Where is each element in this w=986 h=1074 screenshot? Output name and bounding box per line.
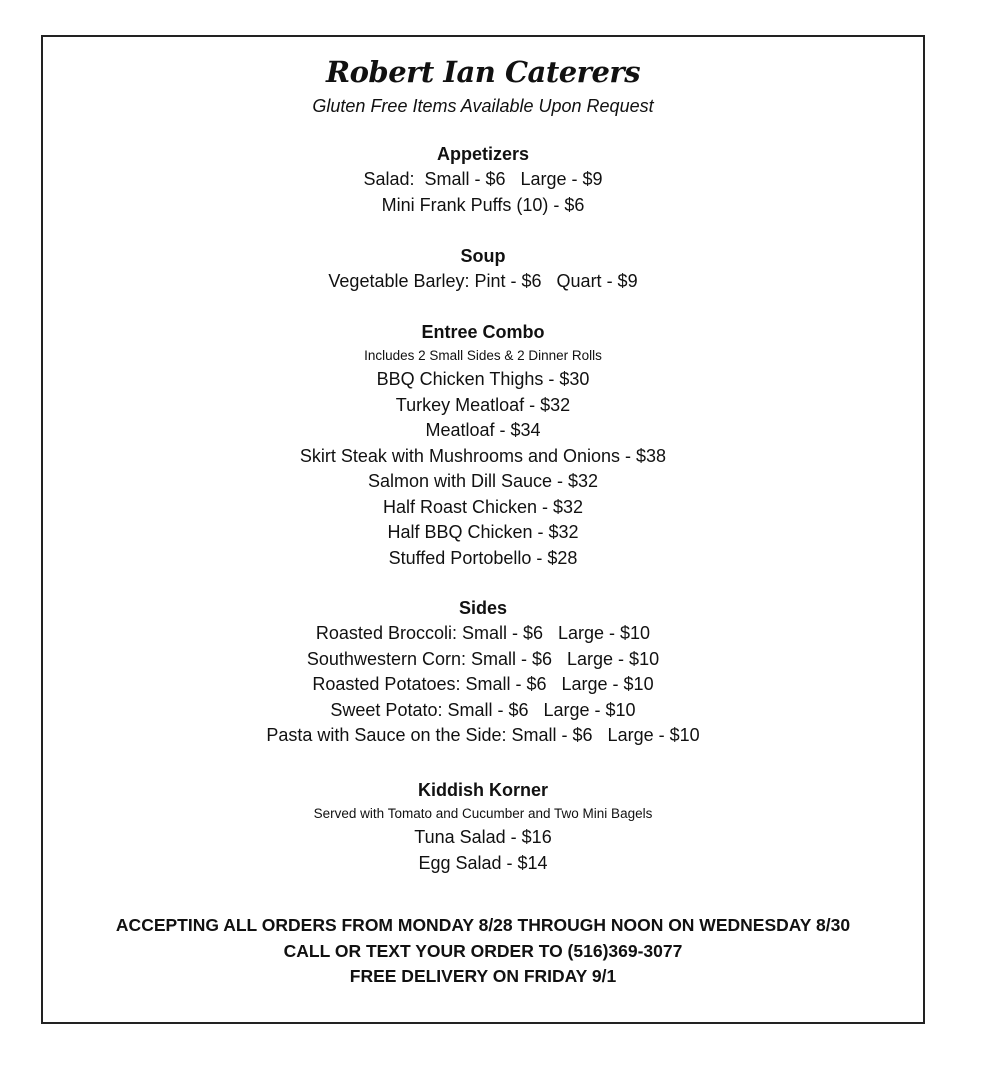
order-info [43,913,923,990]
menu-item: Skirt Steak with Mushrooms and Onions - $38 [299,445,667,466]
menu-item: Meatloaf - $34 [425,420,541,440]
menu-item: Salad: Small - $6 Large - $9 [363,169,603,189]
menu-item: BBQ Chicken Thighs - $30 [376,369,590,389]
menu-subtitle: Gluten Free Items Available Upon Request [312,96,654,116]
section-heading: Appetizers [436,144,530,164]
delivery-line: FREE DELIVERY ON FRIDAY 9/1 [349,966,617,986]
menu-item: Tuna Salad - $16 [414,827,552,847]
section-sides [43,596,923,749]
menu-item: Sweet Potato: Small - $6 Large - $10 [330,699,636,720]
section-heading: Entree Combo [421,322,545,342]
section-heading: Kiddish Korner [417,780,548,800]
menu-item: Roasted Broccoli: Small - $6 Large - $10 [315,623,651,643]
order-window-line: ACCEPTING ALL ORDERS FROM MONDAY 8/28 THROUGH NOON ON WEDNESDAY 8/30 [115,915,851,935]
menu-item: Turkey Meatloaf - $32 [395,394,571,415]
section-heading: Soup [460,246,506,266]
section-heading: Sides [458,598,508,618]
menu-item: Salmon with Dill Sauce - $32 [367,471,599,491]
section-entree-combo [43,320,923,571]
menu-item: Stuffed Portobello - $28 [388,547,578,568]
menu-item: Vegetable Barley: Pint - $6 Quart - $9 [328,271,638,291]
menu-frame [41,35,925,1024]
menu-item: Half BBQ Chicken - $32 [387,522,579,542]
menu-title: Robert Ian Caterers [325,55,641,89]
order-phone-line: CALL OR TEXT YOUR ORDER TO (516)369-3077 [283,940,683,961]
section-note: Includes 2 Small Sides & 2 Dinner Rolls [364,348,602,363]
section-appetizers [43,142,923,218]
menu-item: Half Roast Chicken - $32 [382,496,584,517]
menu-item: Mini Frank Puffs (10) - $6 [381,194,585,215]
menu-item: Roasted Potatoes: Small - $6 Large - $10 [312,674,654,694]
menu-item: Southwestern Corn: Small - $6 Large - $10 [306,648,660,669]
section-note: Served with Tomato and Cucumber and Two Mini Bagels [313,806,653,821]
menu-item: Pasta with Sauce on the Side: Small - $6 Large - $10 [266,725,700,745]
menu-item: Egg Salad - $14 [418,852,548,873]
section-soup [43,244,923,295]
section-kiddish-korner [43,778,923,876]
